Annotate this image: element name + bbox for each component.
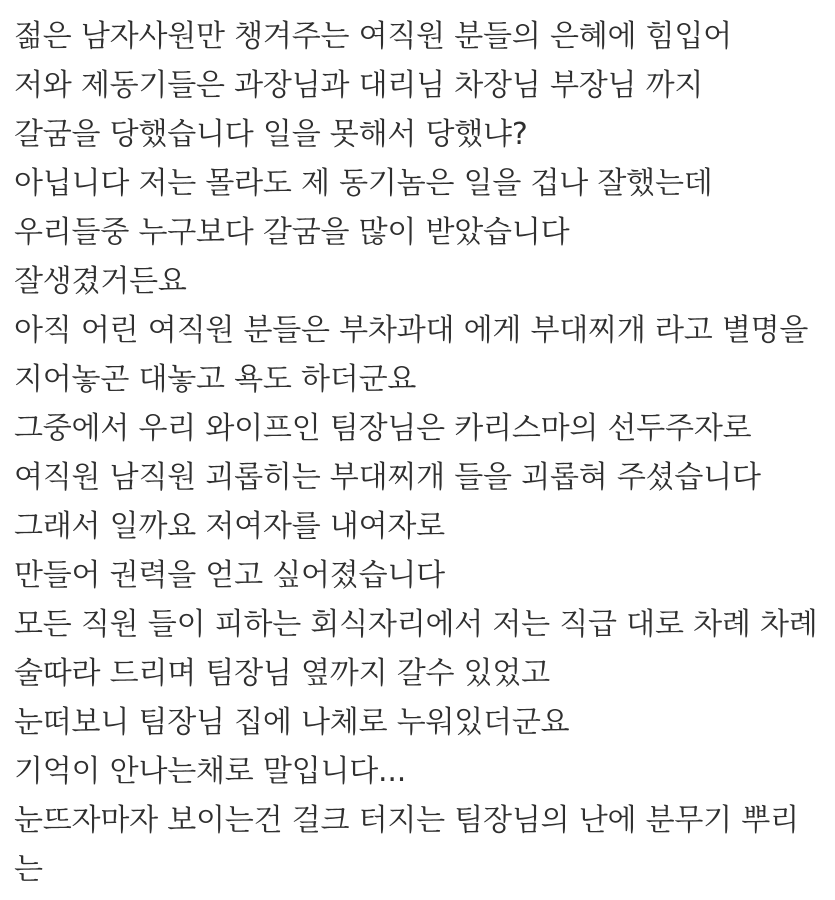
text-line-17: 눈뜨자마자 보이는건 걸크 터지는 팀장님의 난에 분무기 뿌리 (14, 803, 799, 838)
text-line-11: 그래서 일까요 저여자를 내여자로 (14, 509, 445, 544)
text-line-7: 아직 어린 여직원 분들은 부차과대 에게 부대찌개 라고 별명을 (14, 313, 809, 348)
text-line-1: 젊은 남자사원만 챙겨주는 여직원 분들의 은혜에 힘입어 (14, 19, 732, 54)
text-line-18: 는 (14, 852, 43, 887)
text-line-8: 지어놓곤 대놓고 욕도 하더군요 (14, 362, 417, 397)
text-line-4: 아닙니다 저는 몰라도 제 동기놈은 일을 겁나 잘했는데 (14, 166, 713, 201)
text-line-10: 여직원 남직원 괴롭히는 부대찌개 들을 괴롭혀 주셨습니다 (14, 460, 761, 495)
text-line-5: 우리들중 누구보다 갈굼을 많이 받았습니다 (14, 215, 570, 250)
text-line-13: 모든 직원 들이 피하는 회식자리에서 저는 직급 대로 차례 차례 (14, 607, 818, 642)
text-line-14: 술따라 드리며 팀장님 옆까지 갈수 있었고 (14, 656, 550, 691)
text-line-16: 기억이 안나는채로 말입니다... (14, 754, 407, 789)
text-line-15: 눈떠보니 팀장님 집에 나체로 누워있더군요 (14, 705, 570, 740)
text-line-6: 잘생겼거든요 (14, 264, 187, 299)
text-line-12: 만들어 권력을 얻고 싶어졌습니다 (14, 558, 445, 593)
text-line-2: 저와 제동기들은 과장님과 대리님 차장님 부장님 까지 (14, 68, 704, 103)
text-line-9: 그중에서 우리 와이프인 팀장님은 카리스마의 선두주자로 (14, 411, 752, 446)
text-line-3: 갈굼을 당했습니다 일을 못해서 당했냐? (14, 117, 528, 152)
